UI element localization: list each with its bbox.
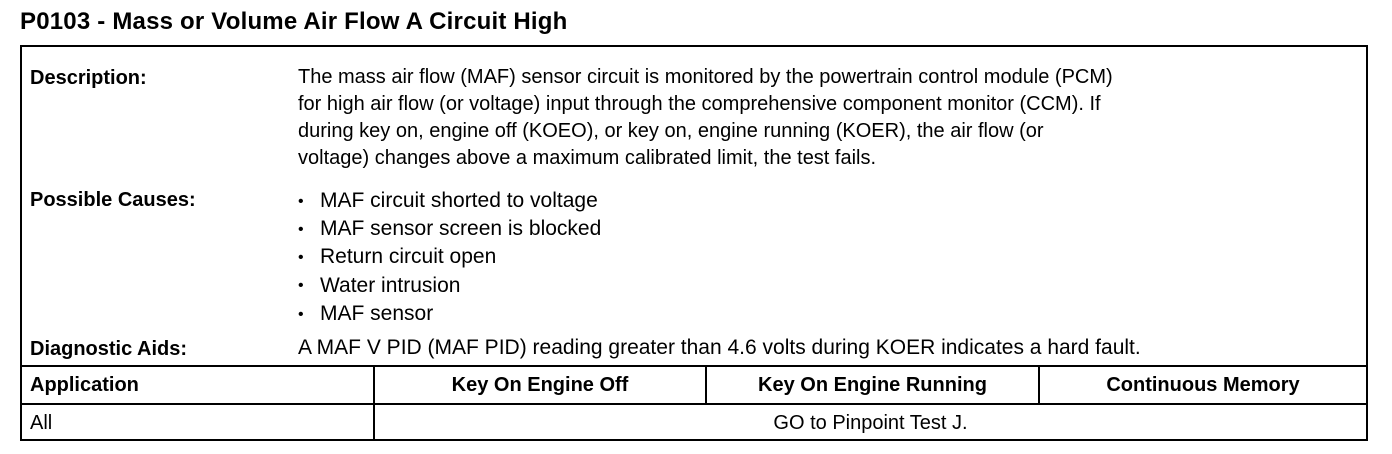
cause-item: • MAF sensor	[298, 300, 601, 328]
cause-item: • Water intrusion	[298, 272, 601, 300]
description-line: for high air flow (or voltage) input through the comprehensive component monitor (CCM). If	[298, 93, 1101, 115]
header-application: Application	[30, 373, 139, 396]
description-label: Description:	[30, 67, 147, 89]
possible-causes-list	[298, 187, 601, 328]
description-line: voltage) changes above a maximum calibrated limit, the test fails.	[298, 147, 877, 169]
header-continuous-memory: Continuous Memory	[1106, 373, 1300, 396]
table-cell-action: GO to Pinpoint Test J.	[773, 411, 968, 434]
cause-item: • Return circuit open	[298, 243, 601, 271]
description-line: during key on, engine off (KOEO), or key on, engine running (KOER), the air flow (or	[298, 120, 1044, 142]
diagnostic-aids-label: Diagnostic Aids:	[30, 338, 188, 360]
table-cell-application: All	[30, 411, 53, 434]
diagnostic-aids-text: A MAF V PID (MAF PID) reading greater than 4.6 volts during KOER indicates a hard fault.	[298, 336, 1141, 359]
page-title: P0103 - Mass or Volume Air Flow A Circuit High	[20, 8, 568, 35]
description-text	[298, 64, 1358, 172]
header-koer: Key On Engine Running	[758, 373, 987, 396]
possible-causes-label: Possible Causes:	[30, 189, 196, 211]
cause-item: • MAF sensor screen is blocked	[298, 215, 601, 243]
header-koeo: Key On Engine Off	[451, 373, 629, 396]
cause-item: • MAF circuit shorted to voltage	[298, 187, 601, 215]
dtc-info-box	[20, 45, 1368, 441]
description-line: The mass air flow (MAF) sensor circuit is monitored by the powertrain control module (PCM)	[298, 66, 1113, 88]
